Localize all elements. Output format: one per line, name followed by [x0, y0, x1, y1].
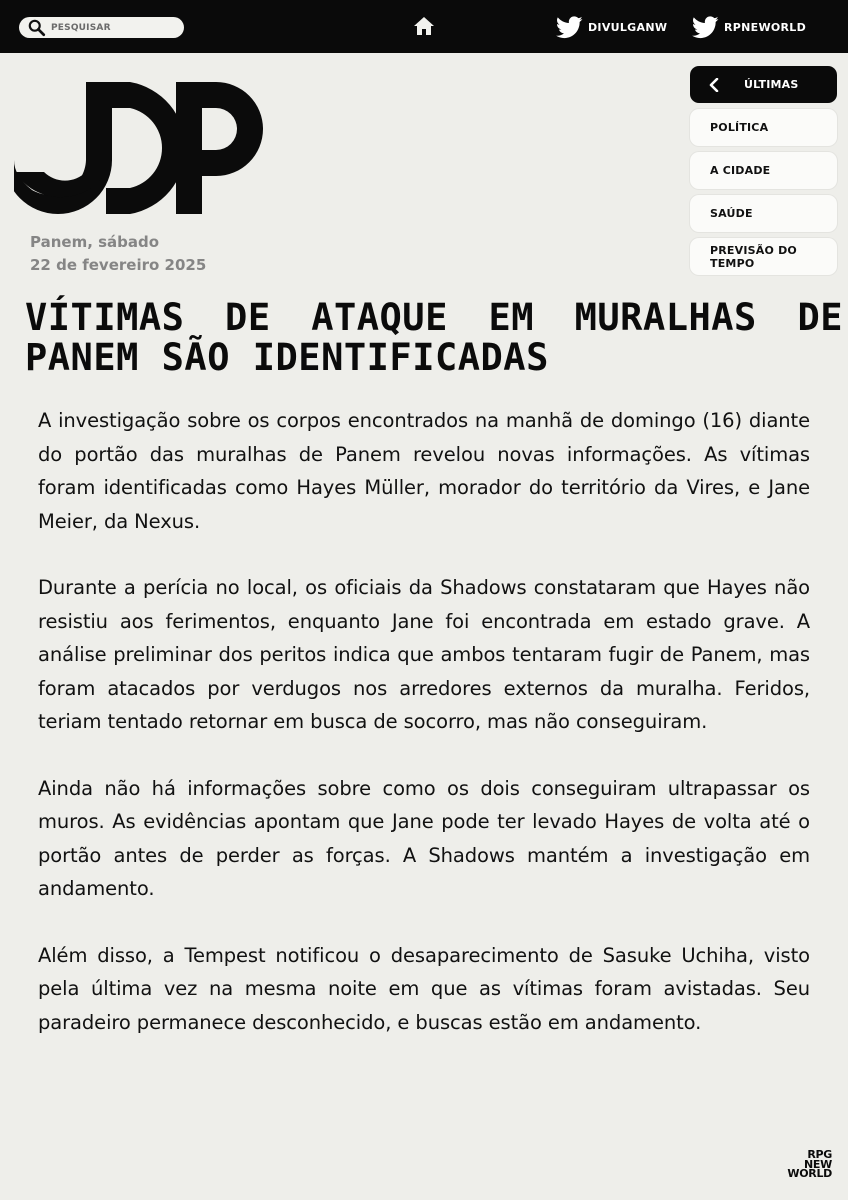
brand-line: RPG	[807, 1148, 832, 1161]
edition-date: 22 de fevereiro 2025	[30, 256, 207, 274]
home-icon[interactable]	[413, 16, 435, 36]
twitter-bird-icon	[556, 16, 583, 39]
social-handle: DIVULGANW	[588, 20, 668, 34]
nav-item-label: A CIDADE	[710, 164, 771, 177]
twitter-bird-icon	[692, 16, 719, 39]
city-day: Panem, sábado	[30, 233, 160, 251]
brand-line: WORLD	[787, 1167, 832, 1180]
top-bar	[0, 0, 848, 53]
nav-item-label: POLÍTICA	[710, 121, 769, 134]
nav-item-a-cidade[interactable]	[690, 152, 837, 189]
search-input[interactable]	[19, 17, 184, 38]
nav-item-label: SAÚDE	[710, 207, 753, 220]
nav-item-saude[interactable]	[690, 195, 837, 232]
section-nav	[690, 66, 837, 281]
social-link-rpneworld[interactable]	[692, 13, 806, 41]
article-body	[38, 404, 810, 1072]
nav-item-ultimas[interactable]	[690, 66, 837, 103]
article-paragraph: A investigação sobre os corpos encontrados na manhã de domingo (16) diante do portão das muralhas de Panem revelou novas informações. As vítimas foram identificadas como Hayes Müller, morador do território da Vires, e Jane Meier, da Nexus.	[38, 409, 810, 533]
nav-item-politica[interactable]	[690, 109, 837, 146]
nav-item-previsao-do-tempo[interactable]	[690, 238, 837, 275]
article-headline: VÍTIMAS DE ATAQUE EM MURALHAS DE PANEM SÃO IDENTIFICADAS	[25, 296, 843, 379]
search-placeholder: PESQUISAR	[51, 22, 111, 33]
jdp-logo[interactable]	[14, 80, 266, 216]
social-link-divulganw[interactable]	[556, 13, 667, 41]
article-paragraph: Ainda não há informações sobre como os dois conseguiram ultrapassar os muros. As evidências apontam que Jane pode ter levado Hayes de volta até o portão antes de perder as forças. A Shadows mantém a investigação em andamento.	[38, 776, 810, 900]
article-paragraph: Durante a perícia no local, os oficiais da Shadows constataram que Hayes não resistiu aos ferimentos, enquanto Jane foi encontrada em estado grave. A análise preliminar dos peritos indica que ambos tentaram fugir de Panem, mas foram atacados por verdugos nos arredores externos da muralha. Feridos, teriam tentado retornar em busca de socorro, mas não conseguiram.	[38, 576, 810, 733]
nav-item-label: ÚLTIMAS	[744, 78, 799, 91]
social-handle: RPNEWORLD	[724, 20, 807, 34]
search-icon	[28, 19, 46, 37]
chevron-left-icon	[708, 78, 720, 92]
dateline	[30, 231, 206, 277]
article-paragraph: Além disso, a Tempest notificou o desaparecimento de Sasuke Uchiha, visto pela última vez na mesma noite em que as vítimas foram avistadas. Seu paradeiro permanece desconhecido, e buscas estão em andamento.	[38, 943, 810, 1034]
nav-item-label: PREVISÃO DO TEMPO	[710, 243, 797, 270]
rpg-new-world-logo	[768, 1150, 832, 1179]
brand-line: NEW	[804, 1157, 832, 1171]
